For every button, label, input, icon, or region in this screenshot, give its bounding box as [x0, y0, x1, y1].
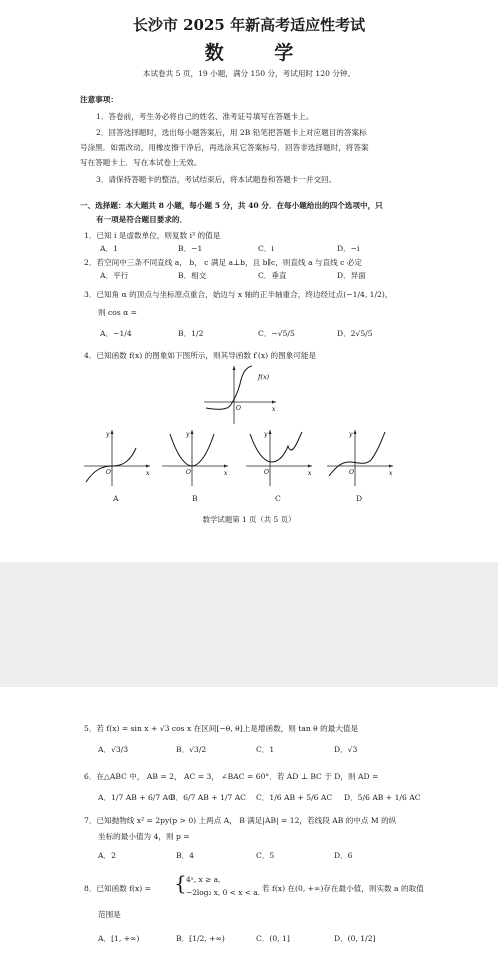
q4-graph-b — [160, 428, 230, 488]
graph-label-a: A — [113, 494, 119, 503]
q1-option-b: B．−1 — [178, 244, 203, 253]
svg-text:y: y — [106, 431, 110, 438]
q4-graph-c — [244, 428, 314, 488]
graph-label-d: D — [356, 494, 363, 503]
q5-option-b: B．√3/2 — [176, 745, 207, 754]
q5-option-d: D．√3 — [334, 745, 358, 754]
svg-text:x: x — [389, 470, 393, 477]
question-6-stem: 6．在△ABC 中， AB = 2， AC = 3， ∠BAC = 60°．若 AD ⊥ BC 于 D，则 AD = — [84, 772, 379, 781]
q7-option-b: B．4 — [176, 851, 195, 860]
question-4-stem: 4．已知函数 f(x) 的图象如下图所示，则其导函数 f′(x) 的图象可能是 — [84, 351, 317, 360]
page-gap — [0, 562, 498, 687]
q5-option-a: A．√3/3 — [98, 745, 129, 754]
q4-main-graph — [200, 364, 280, 426]
q6-option-c: C．1/6 AB + 5/6 AC — [256, 793, 333, 802]
question-2-stem: 2．若空间中三条不同直线 a， b， c 满足 a⊥b，且 b∥c，则直线 a 与直线 c 必定 — [84, 258, 362, 267]
svg-text:O: O — [186, 469, 191, 476]
piecewise-case-1: 4ˣ, x ≥ a, — [186, 875, 221, 884]
question-3-stem: 3．已知角 α 的顶点与坐标原点重合，始边与 x 轴的正半轴重合，终边经过点(−1/4, 1/2)， — [84, 290, 393, 299]
svg-text:O: O — [106, 469, 111, 476]
q3-option-c: C．−√5/5 — [258, 329, 295, 338]
piecewise-brace: { — [174, 871, 187, 895]
graph-a-curve — [86, 448, 136, 482]
q7-option-d: D．6 — [334, 851, 353, 860]
notice-item-2-cont: 号涂黑．如需改动，用橡皮擦干净后，再选涂其它答案标号．回答非选择题时，将答案 — [80, 143, 369, 152]
q3-option-a: A．−1/4 — [100, 329, 132, 338]
q6-option-a: A．1/7 AB + 6/7 AC — [98, 793, 174, 802]
origin-label: O — [236, 405, 241, 412]
notice-heading: 注意事项： — [80, 95, 118, 104]
svg-text:y: y — [186, 431, 190, 438]
notice-item-3: 3．请保持答题卡的整洁，考试结束后，将本试题卷和答题卡一并交回。 — [96, 175, 337, 184]
q1-option-a: A．1 — [100, 244, 118, 253]
svg-text:y: y — [349, 431, 353, 438]
svg-text:O: O — [264, 469, 269, 476]
question-5-stem: 5．若 f(x) = sin x + √3 cos x 在区间[−θ, θ]上是增函数，则 tan θ 的最大值是 — [84, 724, 359, 733]
q2-option-b: B．相交 — [178, 271, 207, 280]
question-7-stem-cont: 坐标的最小值为 4，则 p = — [98, 832, 190, 841]
question-7-stem: 7．已知抛物线 x² = 2py(p > 0) 上两点 A， B 满足|AB| = 12，若线段 AB 的中点 M 的纵 — [84, 816, 397, 825]
f-label: f(x) — [258, 373, 270, 381]
question-3-stem-cont: 则 cos α = — [98, 308, 138, 317]
q1-option-c: C．i — [258, 244, 274, 253]
q8-option-d: D．(0, 1/2] — [334, 934, 376, 943]
svg-text:x: x — [308, 470, 312, 477]
svg-text:x: x — [146, 470, 150, 477]
svg-text:O: O — [349, 469, 354, 476]
graph-label-c: C — [275, 494, 281, 503]
q2-option-c: C．垂直 — [258, 271, 287, 280]
graph-d-curve — [329, 432, 385, 476]
q4-graph-a — [82, 428, 152, 488]
q8-option-b: B．[1/2, +∞) — [176, 934, 225, 943]
graph-label-b: B — [192, 494, 198, 503]
graph-c-curve — [250, 432, 302, 462]
notice-item-2: 2．回答选择题时，选出每小题答案后，用 2B 铅笔把答题卡上对应题目的答案标 — [96, 128, 367, 137]
page-footer: 数学试题第 1 页（共 5 页） — [202, 515, 296, 524]
q6-option-d: D．5/6 AB + 1/6 AC — [344, 793, 421, 802]
q2-option-d: D．异面 — [337, 271, 366, 280]
notice-item-2-cont2: 写在答题卡上．写在本试卷上无效。 — [80, 158, 202, 167]
q1-option-d: D．−i — [337, 244, 360, 253]
q2-option-a: A．平行 — [100, 271, 129, 280]
exam-info: 本试卷共 5 页，19 小题，满分 150 分，考试用时 120 分钟。 — [142, 69, 356, 78]
q7-option-c: C．5 — [256, 851, 275, 860]
q8-option-a: A．[1, +∞) — [98, 934, 140, 943]
section-heading: 一、选择题：本大题共 8 小题，每小题 5 分，共 40 分．在每小题给出的四个选项中，只 — [80, 201, 383, 210]
question-8-stem-post: 若 f(x) 在(0, +∞)存在最小值，则实数 a 的取值 — [262, 884, 424, 893]
f-curve — [206, 366, 252, 409]
q8-option-c: C．(0, 1] — [256, 934, 290, 943]
svg-text:x: x — [224, 470, 228, 477]
section-heading-cont: 有一项是符合题目要求的． — [96, 215, 188, 224]
question-1-stem: 1．已知 i 是虚数单位，则复数 i³ 的值是 — [84, 231, 221, 240]
piecewise-case-2: −2log₂ x, 0 < x < a. — [186, 888, 261, 897]
subject-title: 数 学 — [204, 42, 316, 64]
svg-text:y: y — [264, 431, 268, 438]
question-8-stem-cont: 范围是 — [98, 910, 121, 919]
exam-title: 长沙市 2025 年新高考适应性考试 — [132, 16, 366, 34]
q5-option-c: C．1 — [256, 745, 275, 754]
question-8-stem: 8．已知函数 f(x) = — [84, 884, 152, 893]
q4-graph-d — [325, 428, 395, 488]
x-label: x — [272, 406, 276, 413]
exam-page-2 — [0, 687, 498, 960]
q6-option-b: B．6/7 AB + 1/7 AC — [170, 793, 246, 802]
notice-item-1: 1．答卷前，考生务必将自己的姓名、准考证号填写在答题卡上。 — [96, 112, 314, 121]
q3-option-d: D．2√5/5 — [337, 329, 373, 338]
q3-option-b: B．1/2 — [178, 329, 204, 338]
q7-option-a: A．2 — [98, 851, 116, 860]
